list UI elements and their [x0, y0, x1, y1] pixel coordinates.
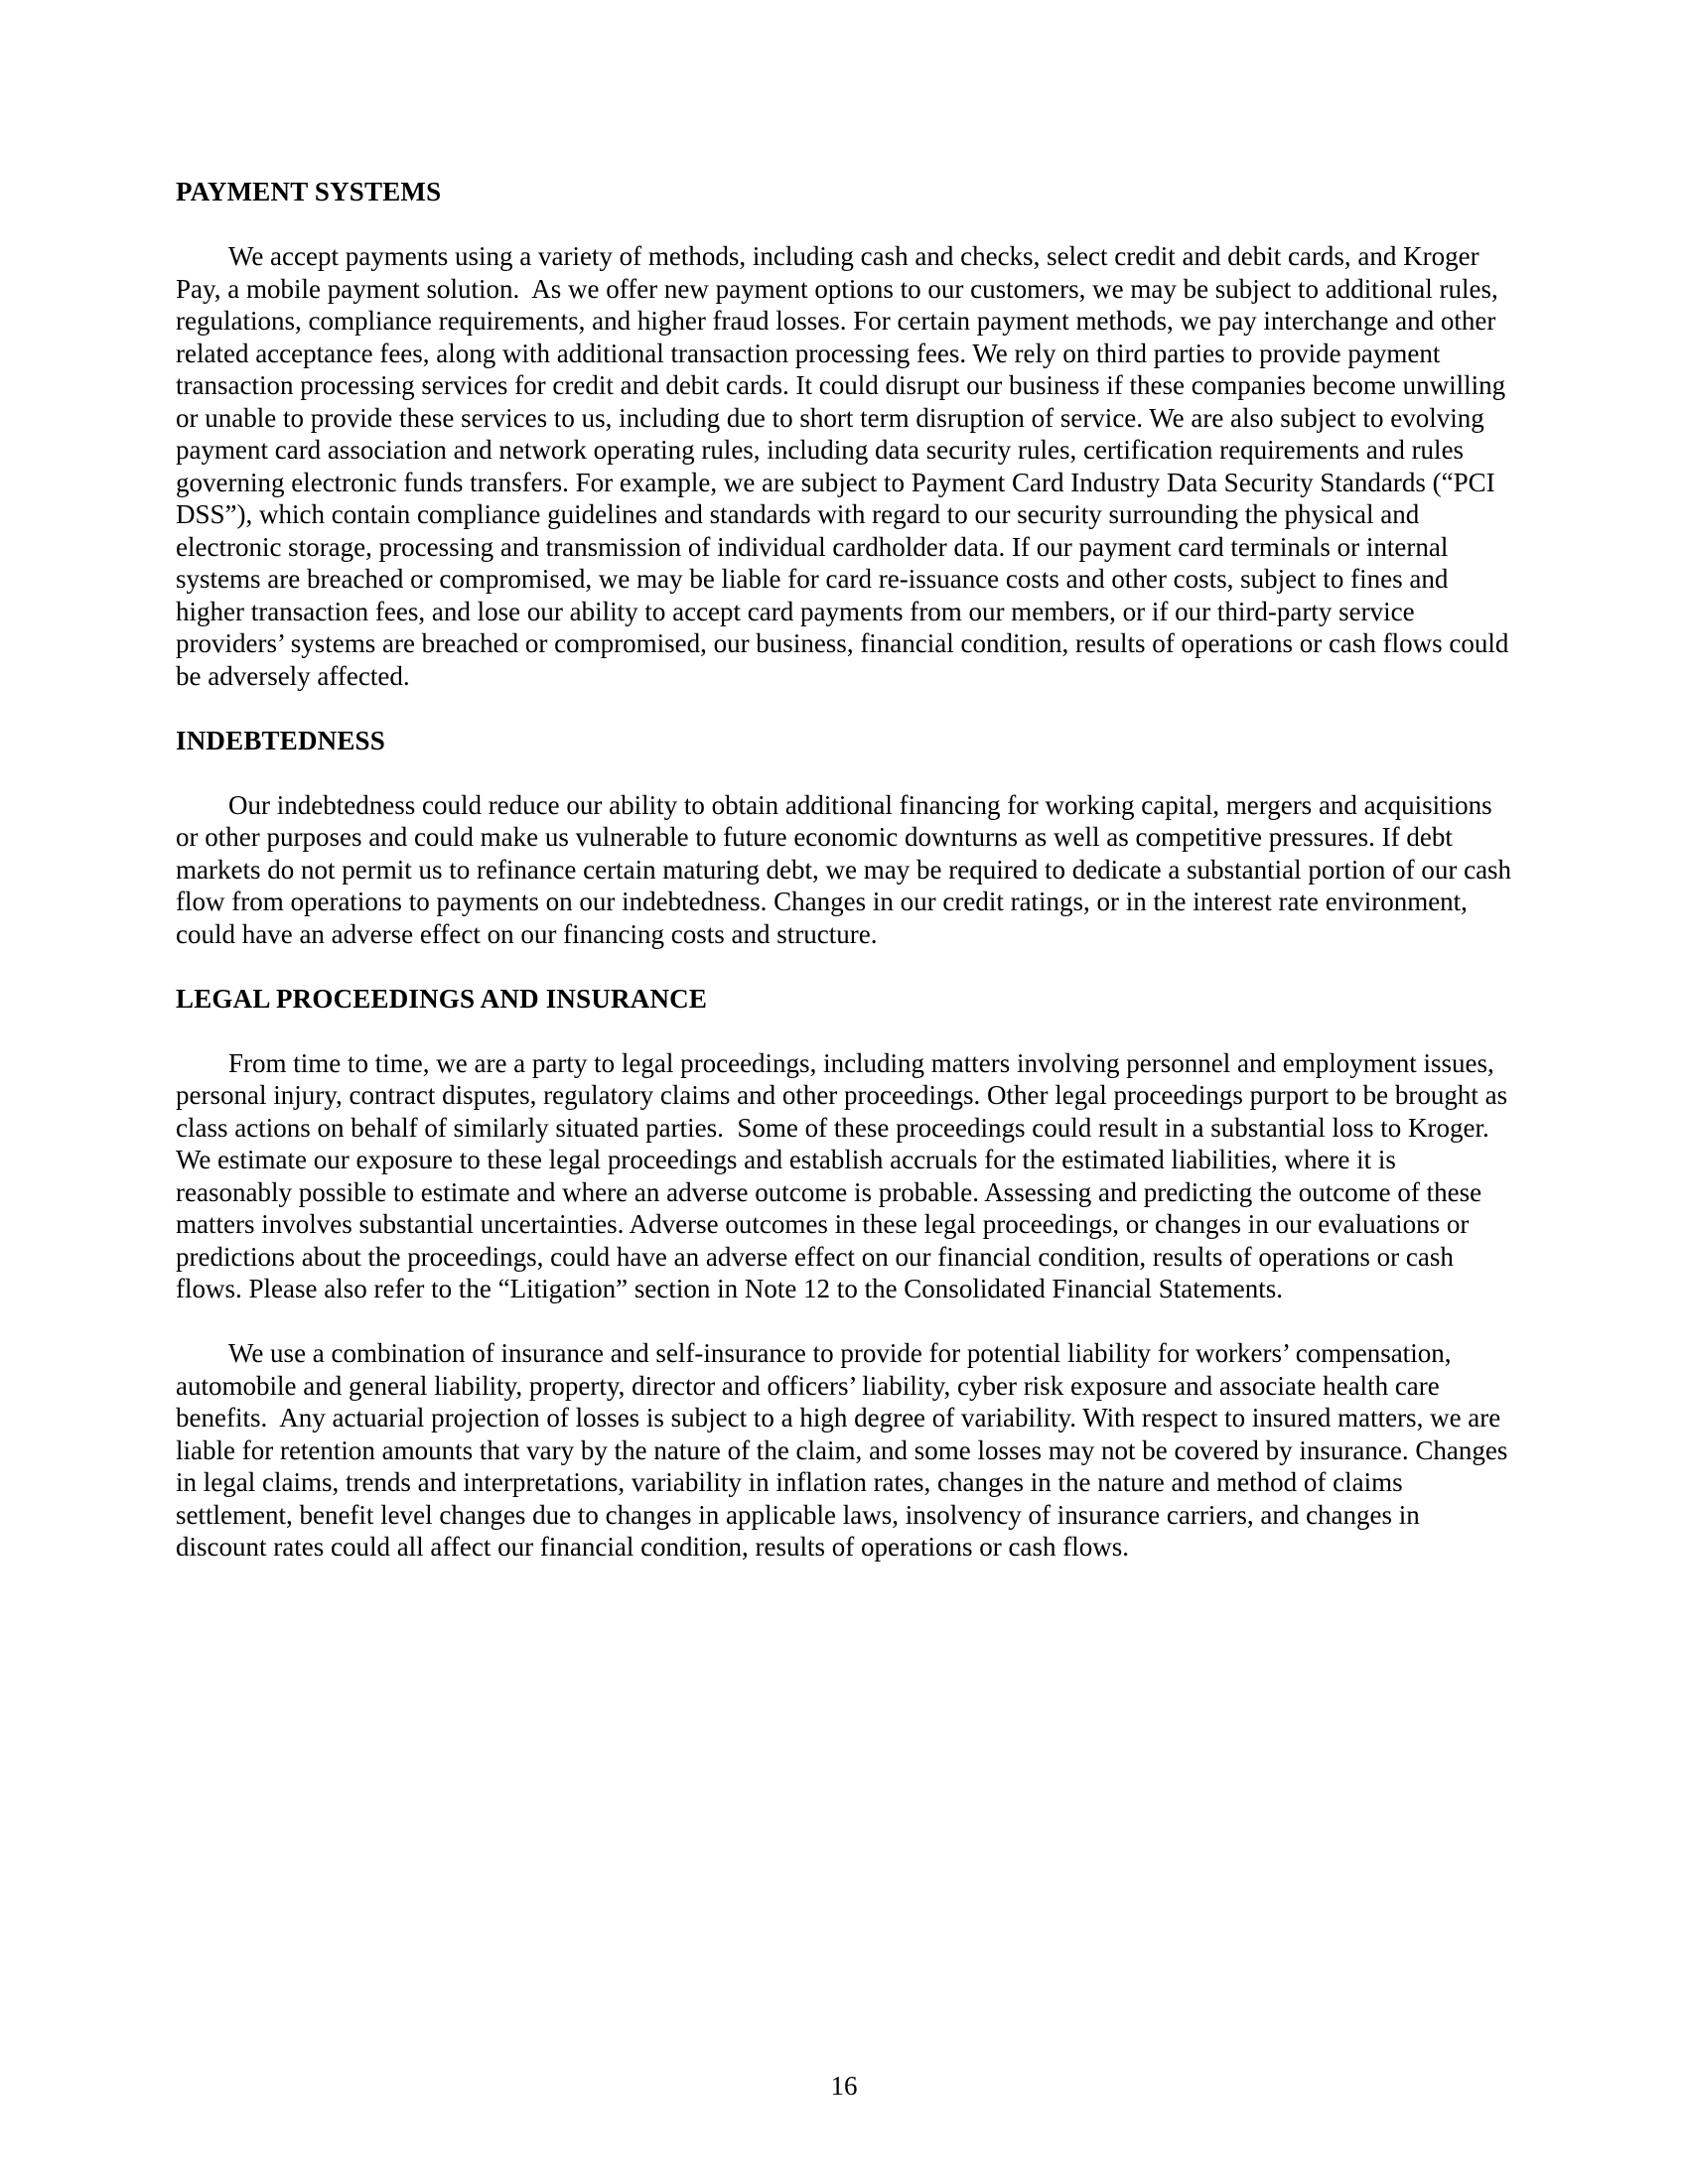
paragraph-legal-proceedings: From time to time, we are a party to legal proceedings, including matters involving personnel and employment issues, personal injury, contract disputes, regulatory claims and other proceedings. Other legal proceedings purport to be brought as class actions on behalf of similarly situated parties. Some of these proceedings could result in a substantial loss to Kroger. We estimate our exposure to these legal proceedings and establish accruals for the estimated liabilities, where it is reasonably possible to estimate and where an adverse outcome is probable. Assessing and predicting the outcome of these matters involves substantial uncertainties. Adverse outcomes in these legal proceedings, or changes in our evaluations or predictions about the proceedings, could have an adverse effect on our financial condition, results of operations or cash flows. Please also refer to the “Litigation” section in Note 12 to the Consolidated Financial Statements.: [176, 1047, 1514, 1303]
section-heading-payment-systems: PAYMENT SYSTEMS: [176, 177, 442, 206]
paragraph-insurance: We use a combination of insurance and self-insurance to provide for potential liability for workers’ compensation, automobile and general liability, property, director and officers’ liability, cyber risk exposure and associate health care benefits. Any actuarial projection of losses is subject to a high degree of variability. With respect to insured matters, we are liable for retention amounts that vary by the nature of the claim, and some losses may not be covered by insurance. Changes in legal claims, trends and interpretations, variability in inflation rates, changes in the nature and method of claims settlement, benefit level changes due to changes in applicable laws, insolvency of insurance carriers, and changes in discount rates could all affect our financial condition, results of operations or cash flows.: [176, 1338, 1515, 1562]
page-number: 16: [830, 2071, 858, 2101]
section-heading-legal-proceedings-and-insurance: LEGAL PROCEEDINGS AND INSURANCE: [176, 983, 708, 1014]
section-heading-indebtedness: INDEBTEDNESS: [176, 725, 385, 755]
document-content: [176, 176, 1518, 1595]
paragraph-payment-systems: We accept payments using a variety of methods, including cash and checks, select credit and debit cards, and Kroger Pay, a mobile payment solution. As we offer new payment options to our customers, we may be subject to additional rules, regulations, compliance requirements, and higher fraud losses. For certain payment methods, we pay interchange and other related acceptance fees, along with additional transaction processing fees. We rely on third parties to provide payment transaction processing services for credit and debit cards. It could disrupt our business if these companies become unwilling or unable to provide these services to us, including due to short term disruption of service. We are also subject to evolving payment card association and network operating rules, including data security rules, certification requirements and rules governing electronic funds transfers. For example, we are subject to Payment Card Industry Data Security Standards (“PCI DSS”), which contain compliance guidelines and standards with regard to our security surrounding the physical and electronic storage, processing and transmission of individual cardholder data. If our payment card terminals or internal systems are breached or compromised, we may be liable for card re-issuance costs and other costs, subject to fines and higher transaction fees, and lose our ability to accept card payments from our members, or if our third-party service providers’ systems are breached or compromised, our business, financial condition, results of operations or cash flows could be adversely affected.: [176, 241, 1516, 691]
paragraph-indebtedness: Our indebtedness could reduce our ability to obtain additional financing for working capital, mergers and acquisitions or other purposes and could make us vulnerable to future economic downturns as well as competitive pressures. If debt markets do not permit us to refinance certain maturing debt, we may be required to dedicate a substantial portion of our cash flow from operations to payments on our indebtedness. Changes in our credit ratings, or in the interest rate environment, could have an adverse effect on our financing costs and structure.: [176, 789, 1518, 949]
